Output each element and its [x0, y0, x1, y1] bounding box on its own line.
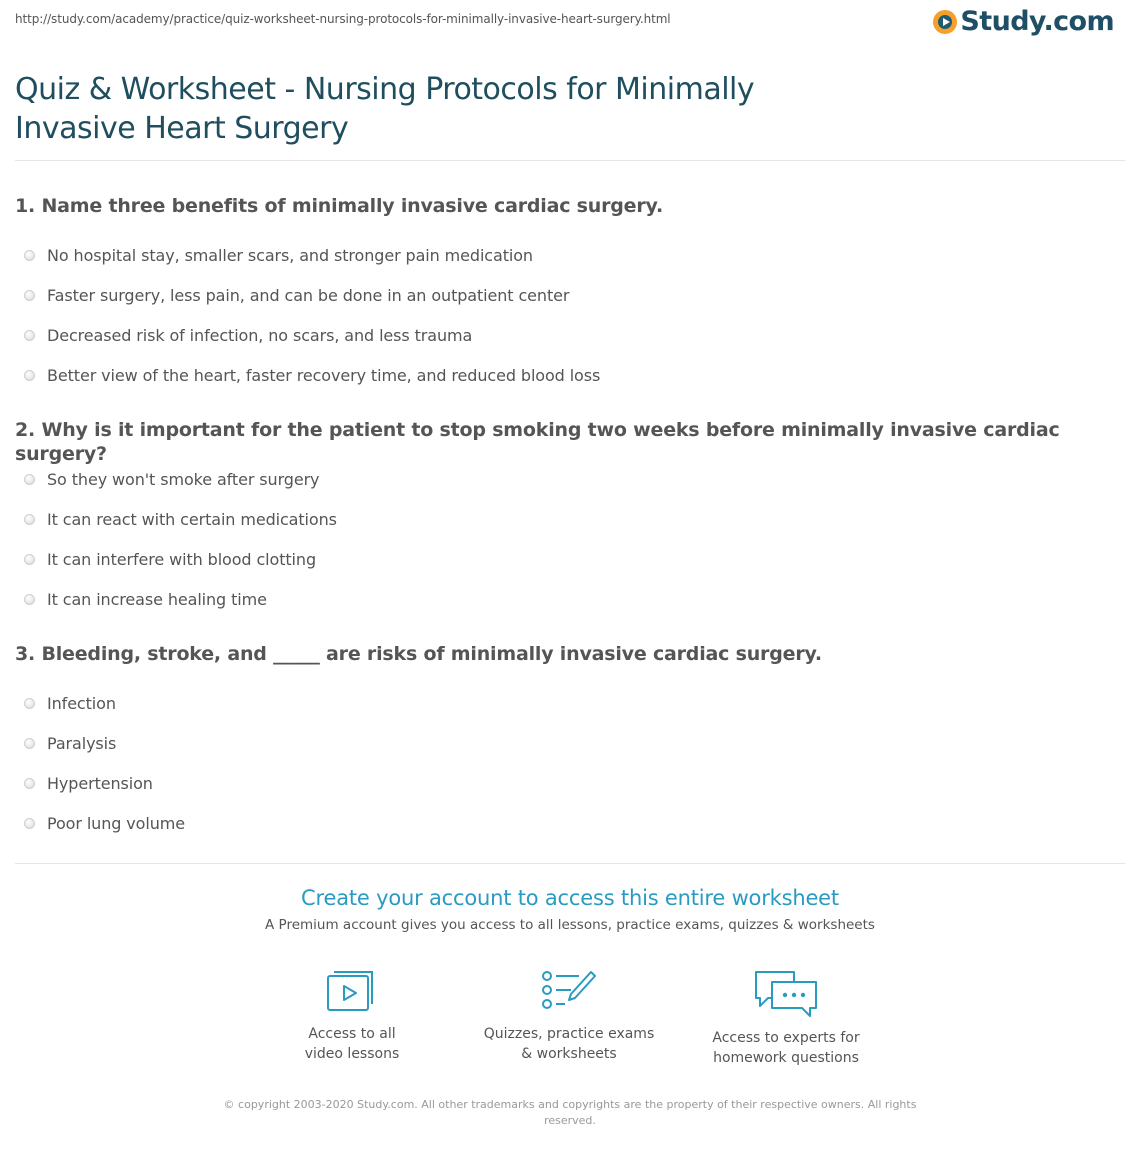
radio-button[interactable] [24, 778, 35, 789]
radio-button[interactable] [24, 250, 35, 261]
radio-button[interactable] [24, 370, 35, 381]
quiz-checklist-icon [541, 968, 597, 1014]
feature-video-lessons [252, 968, 452, 1064]
answer-label: Paralysis [47, 733, 117, 753]
video-lessons-icon [326, 968, 378, 1014]
answer-label: No hospital stay, smaller scars, and stronger pain medication [47, 245, 533, 265]
chat-bubbles-icon [754, 968, 818, 1018]
answer-label: So they won't smoke after surgery [47, 469, 320, 489]
question-text: 1. Name three benefits of minimally invasive cardiac surgery. [15, 195, 663, 217]
feature-label-line2: video lessons [304, 1046, 400, 1062]
answer-option[interactable] [15, 235, 1125, 275]
answer-label: Decreased risk of infection, no scars, and less trauma [47, 325, 473, 345]
radio-button[interactable] [24, 818, 35, 829]
copyright-notice: © copyright 2003-2020 Study.com. All other trademarks and copyrights are the property of their respective owners. All rights reserved. [223, 1098, 917, 1127]
logo-text: Study.com [960, 6, 1114, 37]
premium-description: A Premium account gives you access to all lessons, practice exams, quizzes & worksheets [265, 917, 875, 933]
feature-experts [686, 968, 886, 1068]
radio-button[interactable] [24, 698, 35, 709]
answer-option[interactable] [15, 355, 1125, 395]
feature-label-line1: Quizzes, practice exams [483, 1026, 655, 1042]
answer-option[interactable] [15, 803, 1125, 843]
answer-label: Infection [47, 693, 116, 713]
question-text: 2. Why is it important for the patient to stop smoking two weeks before minimally invasive cardiac surgery? [15, 419, 1060, 465]
answer-label: Hypertension [47, 773, 153, 793]
feature-label-line1: Access to experts for [712, 1030, 860, 1046]
feature-label-line1: Access to all [308, 1026, 396, 1042]
answer-label: Better view of the heart, faster recovery time, and reduced blood loss [47, 365, 601, 385]
answer-label: It can interfere with blood clotting [47, 549, 316, 569]
radio-button[interactable] [24, 330, 35, 341]
answer-option[interactable] [15, 683, 1125, 723]
answer-option[interactable] [15, 275, 1125, 315]
radio-button[interactable] [24, 554, 35, 565]
answer-option[interactable] [15, 723, 1125, 763]
radio-button[interactable] [24, 290, 35, 301]
answer-options [15, 235, 1125, 395]
page-title: Quiz & Worksheet - Nursing Protocols for Minimally Invasive Heart Surgery [15, 72, 755, 146]
feature-label-line2: & worksheets [521, 1046, 617, 1062]
answer-option[interactable] [15, 763, 1125, 803]
answer-option[interactable] [15, 499, 1125, 539]
question-3 [15, 642, 1125, 843]
answer-options [15, 459, 1125, 619]
question-text: 3. Bleeding, stroke, and _____ are risks of minimally invasive cardiac surgery. [15, 643, 822, 665]
radio-button[interactable] [24, 474, 35, 485]
question-2 [15, 418, 1125, 619]
answer-label: It can react with certain medications [47, 509, 337, 529]
page-url: http://study.com/academy/practice/quiz-worksheet-nursing-protocols-for-minimally-invasive-heart-surgery.html [15, 12, 671, 26]
feature-quizzes [469, 968, 669, 1064]
answer-label: It can increase healing time [47, 589, 267, 609]
study-play-icon [933, 10, 957, 34]
answer-label: Faster surgery, less pain, and can be done in an outpatient center [47, 285, 570, 305]
answer-option[interactable] [15, 459, 1125, 499]
radio-button[interactable] [24, 514, 35, 525]
answer-options [15, 683, 1125, 843]
radio-button[interactable] [24, 738, 35, 749]
radio-button[interactable] [24, 594, 35, 605]
study-logo[interactable] [933, 7, 1114, 37]
create-account-link[interactable]: Create your account to access this entire worksheet [301, 886, 839, 910]
answer-option[interactable] [15, 579, 1125, 619]
feature-label-line2: homework questions [713, 1050, 859, 1066]
answer-label: Poor lung volume [47, 813, 185, 833]
answer-option[interactable] [15, 539, 1125, 579]
questions-divider [15, 863, 1125, 864]
title-divider [15, 160, 1125, 161]
answer-option[interactable] [15, 315, 1125, 355]
question-1 [15, 194, 1125, 395]
